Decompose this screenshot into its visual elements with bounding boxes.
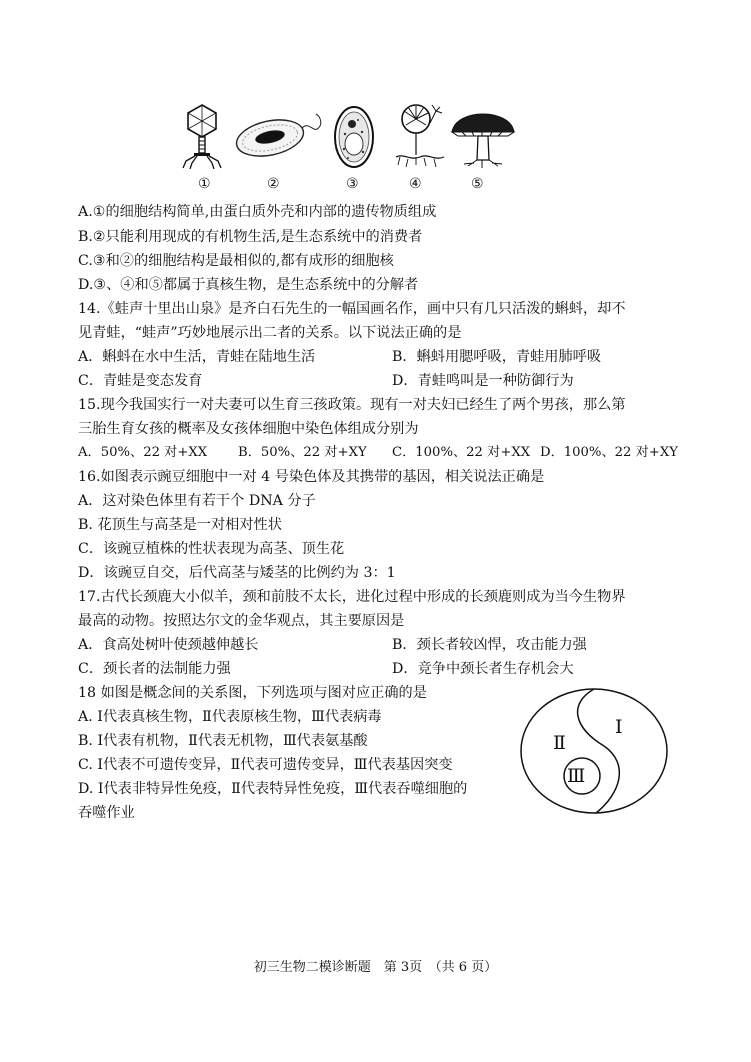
- q16-stem-line-1: 16.如图表示豌豆细胞中一对 4 号染色体及其携带的基因，相关说法正确是: [78, 469, 545, 485]
- q18-stem-line-1: 18 如图是概念间的关系图，下列选项与图对应正确的是: [78, 685, 427, 701]
- q18-option-c: C. Ⅰ代表不可遗传变异，Ⅱ代表可遗传变异，Ⅲ代表基因突变: [78, 757, 453, 773]
- page-footer: 初三生物二模诊断题 第 3页 （共 6 页）: [253, 960, 498, 975]
- figure-label-2: ②: [267, 176, 280, 192]
- q14-option-a: A．蝌蚪在水中生活，青蛙在陆地生活: [78, 349, 316, 365]
- q13-option-a: A.①的细胞结构简单,由蛋白质外壳和内部的遗传物质组成: [78, 204, 437, 220]
- figure-label-1: ①: [198, 176, 211, 192]
- outer-circle: [521, 689, 667, 813]
- q14-stem-line-2: 见青蛙，“蛙声”巧妙地展示出二者的关系。以下说法正确的是: [78, 325, 462, 341]
- q13-option-c: C.③和②的细胞结构是最相似的,都有成形的细胞核: [78, 253, 394, 269]
- mushroom-icon: [448, 102, 518, 172]
- q14-option-c: C．青蛙是变态发育: [78, 373, 203, 389]
- q17-option-a: A．食高处树叶使颈越伸越长: [78, 637, 259, 653]
- q13-option-d: D.③、④和⑤都属于真核生物，是生态系统中的分解者: [78, 277, 419, 293]
- mold-icon: [394, 103, 446, 169]
- q14-option-b: B．蝌蚪用腮呼吸，青蛙用肺呼吸: [392, 349, 602, 365]
- q15-option-b: B．50%、22 对+XY: [238, 445, 367, 460]
- q17-stem-line-2: 最高的动物。按照达尔文的金华观点，其主要原因是: [78, 613, 405, 629]
- concept-diagram: [518, 686, 670, 816]
- venn-label-1: Ⅰ: [615, 716, 623, 738]
- q14-stem-line-1: 14.《蛙声十里出山泉》是齐白石先生的一幅国画名作，画中只有几只活泼的蝌蚪，却不: [78, 301, 626, 317]
- figure-label-4: ④: [409, 176, 422, 192]
- yeast-cell-icon: [332, 104, 376, 170]
- q16-option-a: A．这对染色体里有若干个 DNA 分子: [78, 493, 316, 509]
- q15-option-d: D．100%、22 对+XY: [540, 445, 678, 460]
- q15-option-a: A．50%、22 对+XX: [78, 445, 208, 460]
- q16-option-c: C．该豌豆植株的性状表现为高茎、顶生花: [78, 541, 345, 557]
- venn-label-3: Ⅲ: [567, 765, 586, 787]
- figure-label-3: ③: [346, 176, 359, 192]
- q15-stem-line-1: 15.现今我国实行一对夫妻可以生育三孩政策。现有一对夫妇已经生了两个男孩，那么第: [78, 397, 626, 413]
- q15-option-c: C．100%、22 对+XX: [392, 445, 531, 460]
- q17-option-c: C．颈长者的法制能力强: [78, 661, 231, 677]
- q17-option-b: B．颈长者较凶悍，攻击能力强: [392, 637, 587, 653]
- bacteriophage-icon: [180, 103, 224, 169]
- q13-option-b: B.②只能利用现成的有机物生活,是生态系统中的消费者: [78, 229, 423, 245]
- figure-label-5: ⑤: [471, 176, 484, 192]
- q18-option-a: A. Ⅰ代表真核生物，Ⅱ代表原核生物，Ⅲ代表病毒: [78, 709, 382, 725]
- q16-option-b: B. 花顶生与高茎是一对相对性状: [78, 517, 282, 533]
- q16-option-d: D．该豌豆自交，后代高茎与矮茎的比例约为 3：1: [78, 565, 396, 581]
- q17-option-d: D．竞争中颈长者生存机会大: [392, 661, 574, 677]
- q18-option-b: B. Ⅰ代表有机物，Ⅱ代表无机物，Ⅲ代表氨基酸: [78, 733, 368, 749]
- bacterium-icon: [232, 112, 324, 164]
- venn-label-2: Ⅱ: [553, 732, 566, 754]
- q18-option-d: D. Ⅰ代表非特异性免疫，Ⅱ代表特异性免疫，Ⅲ代表吞噬细胞的: [78, 781, 468, 797]
- q14-option-d: D．青蛙鸣叫是一种防御行为: [392, 373, 574, 389]
- q17-stem-line-1: 17.古代长颈鹿大小似羊，颈和前肢不太长，进化过程中形成的长颈鹿则成为当今生物界: [78, 589, 626, 605]
- q15-stem-line-2: 三胎生育女孩的概率及女孩体细胞中染色体组成分别为: [78, 421, 419, 437]
- q18-option-d-continued: 吞噬作业: [78, 805, 135, 821]
